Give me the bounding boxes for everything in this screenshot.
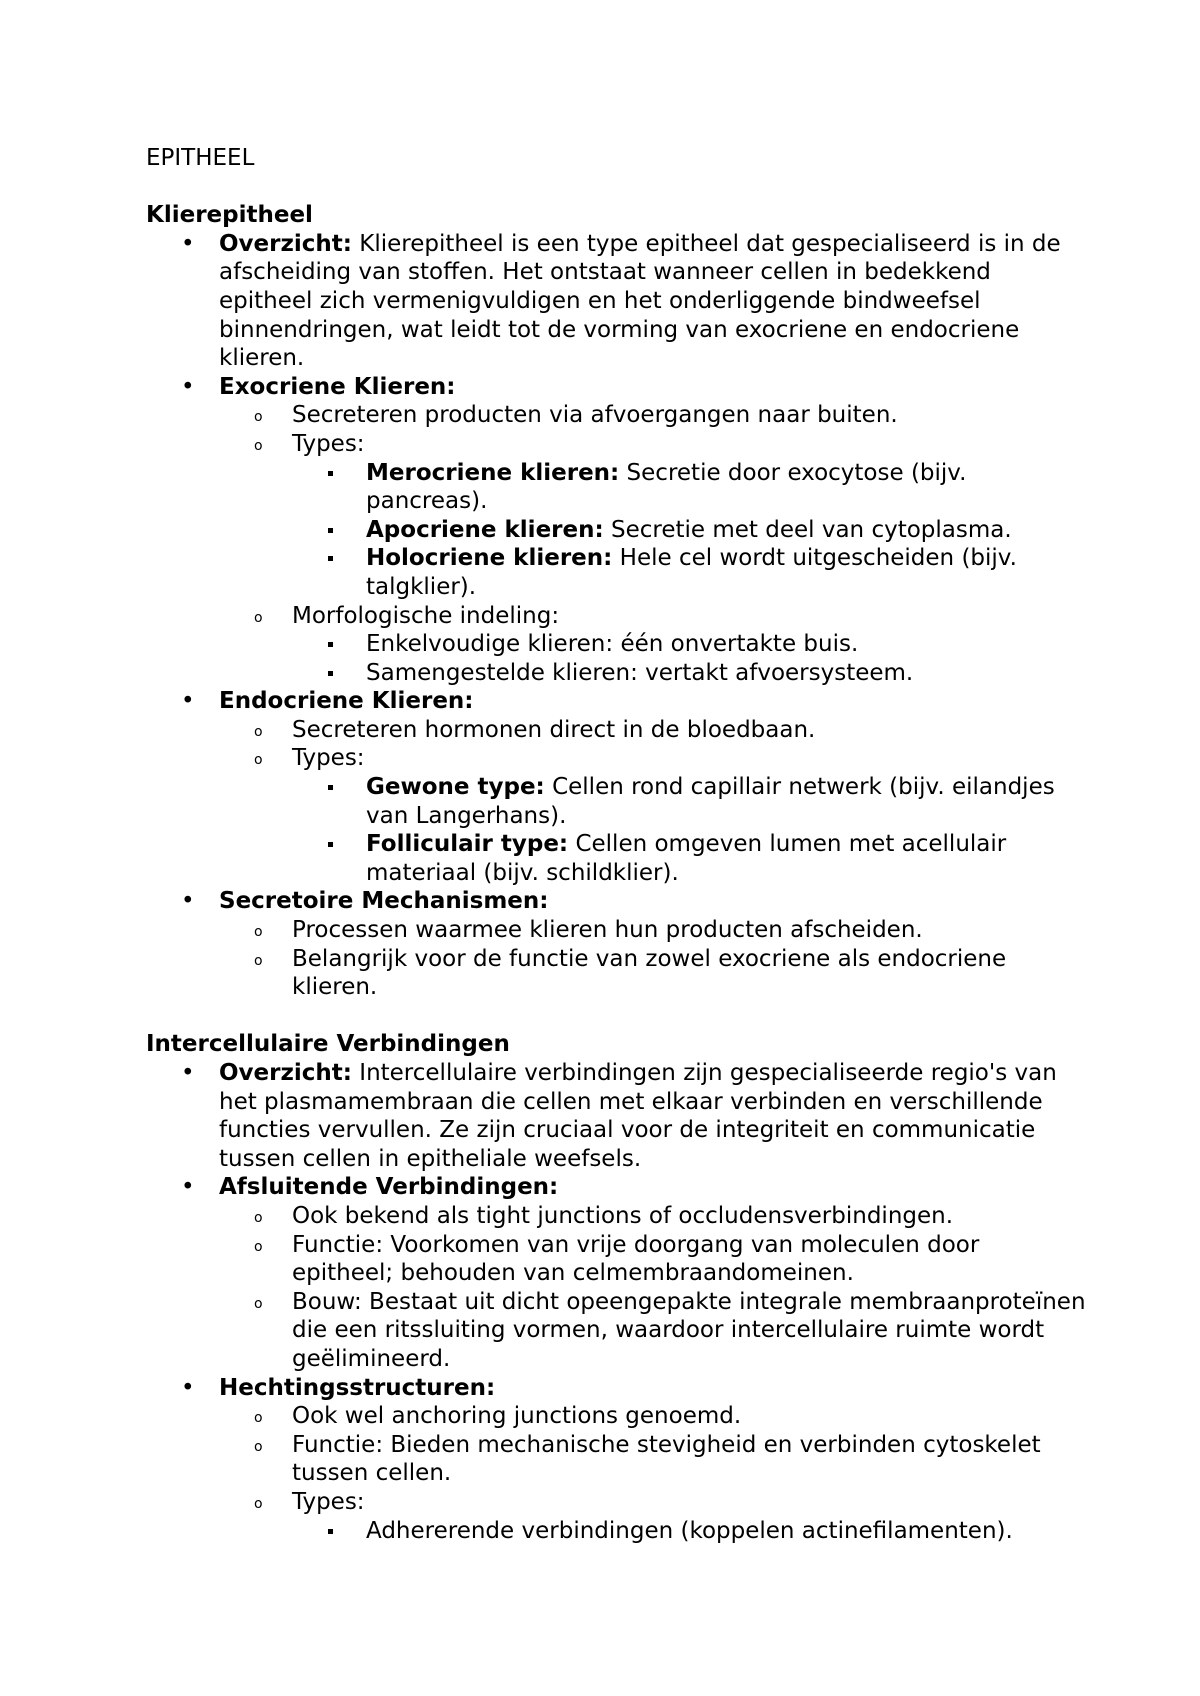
square-bullet-icon <box>328 471 333 476</box>
list-item <box>146 230 1086 373</box>
bullet-icon: • <box>181 373 195 400</box>
circle-bullet-icon: o <box>254 437 263 454</box>
item-text: Secreteren hormonen direct in de bloedbaan. <box>292 716 816 743</box>
item-text: Functie: Voorkomen van vrije doorgang van moleculen door epitheel; behouden van celmembraandomeinen. <box>292 1231 980 1287</box>
item-text: Ook bekend als tight junctions of occludensverbindingen. <box>292 1202 954 1229</box>
item-text: Klierepitheel is een type epitheel dat gespecialiseerd is in de afscheiding van stoffen. Het ontstaat wanneer cellen in bedekkend epitheel zich vermenigvuldigen en het onderliggende bindweefsel binnendringen, wat leidt tot de vorming van exocriene en endocriene klieren. <box>219 230 1061 372</box>
sub-list-item <box>219 1488 1086 1545</box>
circle-bullet-icon: o <box>254 1410 263 1427</box>
circle-bullet-icon: o <box>254 1295 263 1312</box>
sub-list-item <box>219 744 1086 887</box>
sub-list-item <box>219 1402 1086 1431</box>
square-bullet-icon <box>328 1529 333 1534</box>
item-text: Cellen rond capillair netwerk (bijv. eilandjes van Langerhans). <box>366 774 1055 829</box>
section-heading-klierepitheel: Klierepitheel <box>146 202 313 229</box>
list-item <box>146 1374 1086 1546</box>
circle-bullet-icon: o <box>254 752 263 769</box>
sub-list-item <box>219 401 1086 430</box>
item-label: Overzicht: <box>219 230 352 257</box>
item-text: Enkelvoudige klieren: één onvertakte buis. <box>366 631 859 658</box>
sub-list-item <box>219 945 1086 1002</box>
sub-sub-list <box>292 773 1086 887</box>
item-text: Ook wel anchoring junctions genoemd. <box>292 1403 742 1430</box>
sub-list-item <box>219 916 1086 945</box>
item-text: Processen waarmee klieren hun producten afscheiden. <box>292 917 923 944</box>
item-text: Functie: Bieden mechanische stevigheid en verbinden cytoskelet tussen cellen. <box>292 1431 1041 1487</box>
square-bullet-icon <box>328 528 333 533</box>
item-label: Merocriene klieren: <box>366 459 620 486</box>
sub-sub-list <box>292 459 1086 602</box>
square-bullet-icon <box>328 842 333 847</box>
item-label: Endocriene Klieren: <box>219 688 474 715</box>
list-item <box>146 1059 1086 1173</box>
bullet-icon: • <box>181 1374 195 1401</box>
sub-list <box>219 1402 1086 1545</box>
sub-list-item <box>219 430 1086 602</box>
bullet-icon: • <box>181 1174 195 1201</box>
circle-bullet-icon: o <box>254 952 263 969</box>
sub-list-item <box>219 716 1086 745</box>
bullet-list <box>146 1059 1086 1545</box>
sub-list-item <box>219 602 1086 688</box>
sub-sub-list <box>292 1517 1086 1546</box>
item-text: Morfologische indeling: <box>292 602 560 629</box>
item-text: Secreteren producten via afvoergangen naar buiten. <box>292 402 898 429</box>
sub-sub-list-item <box>292 1517 1086 1546</box>
bullet-icon: • <box>181 1060 195 1086</box>
circle-bullet-icon: o <box>254 1438 263 1455</box>
circle-bullet-icon: o <box>254 609 263 626</box>
sub-list <box>219 1202 1086 1374</box>
circle-bullet-icon: o <box>254 1495 263 1512</box>
sub-list <box>219 401 1086 687</box>
item-text: Types: <box>292 745 365 772</box>
list-item <box>146 687 1086 887</box>
spacer <box>146 1002 1086 1031</box>
item-label: Hechtingsstructuren: <box>219 1374 496 1401</box>
item-text: Samengestelde klieren: vertakt afvoersysteem. <box>366 659 914 686</box>
sub-sub-list-item <box>292 459 1086 516</box>
sub-sub-list-item <box>292 516 1086 545</box>
document-page <box>146 144 1086 1545</box>
sub-list-item <box>219 1231 1086 1288</box>
circle-bullet-icon: o <box>254 409 263 426</box>
item-label: Folliculair type: <box>366 831 569 858</box>
sub-sub-list <box>292 630 1086 687</box>
sub-sub-list-item <box>292 830 1086 887</box>
bullet-icon: • <box>181 688 195 715</box>
item-text: Belangrijk voor de functie van zowel exocriene als endocriene klieren. <box>292 945 1007 1001</box>
sub-list-item <box>219 1288 1086 1374</box>
sub-sub-list-item <box>292 659 1086 688</box>
item-text: Secretie door exocytose (bijv. pancreas). <box>366 459 967 515</box>
square-bullet-icon <box>328 642 333 647</box>
item-text: Secretie met deel van cytoplasma. <box>603 516 1012 543</box>
list-item <box>146 887 1086 1001</box>
item-label: Apocriene klieren: <box>366 516 604 543</box>
item-text: Types: <box>292 430 365 457</box>
item-label: Exocriene Klieren: <box>219 373 456 400</box>
item-label: Overzicht: <box>219 1060 352 1086</box>
bullet-list <box>146 230 1086 1002</box>
square-bullet-icon <box>328 785 333 790</box>
square-bullet-icon <box>328 671 333 676</box>
circle-bullet-icon: o <box>254 1209 263 1226</box>
sub-sub-list-item <box>292 773 1086 830</box>
list-item <box>146 1173 1086 1373</box>
item-label: Afsluitende Verbindingen: <box>219 1174 559 1201</box>
item-text: Intercellulaire verbindingen zijn gespecialiseerde regio's van het plasmamembraan die cellen met elkaar verbinden en verschillende functies vervullen. Ze zijn cruciaal voor de integriteit en communicatie tussen cellen in epitheliale weefsels. <box>219 1060 1057 1172</box>
item-text: Adhererende verbindingen (koppelen actinefilamenten). <box>366 1517 1013 1544</box>
circle-bullet-icon: o <box>254 924 263 941</box>
document-title: EPITHEEL <box>146 145 255 171</box>
item-text: Hele cel wordt uitgescheiden (bijv. talgklier). <box>366 545 1017 600</box>
item-label: Gewone type: <box>366 774 545 801</box>
bullet-icon: • <box>181 230 195 257</box>
spacer <box>146 173 1086 202</box>
bullet-icon: • <box>181 888 195 915</box>
sub-list <box>219 916 1086 1002</box>
sub-list-item <box>219 1202 1086 1231</box>
list-item <box>146 373 1086 688</box>
item-text: Types: <box>292 1488 365 1515</box>
item-label: Holocriene klieren: <box>366 545 613 572</box>
sub-sub-list-item <box>292 544 1086 601</box>
sub-sub-list-item <box>292 630 1086 659</box>
item-text: Bouw: Bestaat uit dicht opeengepakte integrale membraanproteïnen die een ritssluiting vormen, waardoor intercellulaire ruimte wordt geëlimineerd. <box>292 1288 1086 1372</box>
section-heading-intercellulaire-verbindingen: Intercellulaire Verbindingen <box>146 1031 510 1058</box>
circle-bullet-icon: o <box>254 723 263 740</box>
item-label: Secretoire Mechanismen: <box>219 888 549 915</box>
sub-list-item <box>219 1431 1086 1488</box>
circle-bullet-icon: o <box>254 1238 263 1255</box>
sub-list <box>219 716 1086 888</box>
square-bullet-icon <box>328 556 333 561</box>
item-text: Cellen omgeven lumen met acellulair materiaal (bijv. schildklier). <box>366 831 1007 886</box>
